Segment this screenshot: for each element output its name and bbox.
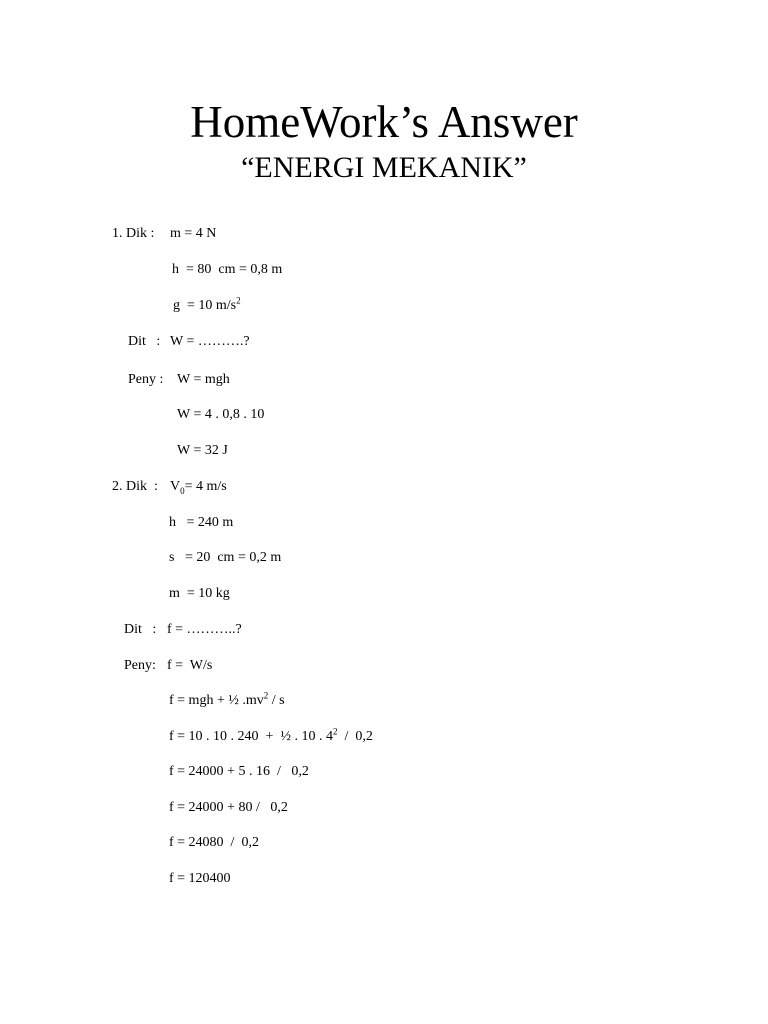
q2-solution-line-3-main: f = 10 . 10 . 240 + ½ . 10 . 4	[169, 729, 333, 744]
q2-solution-line-5: f = 24000 + 80 / 0,2	[169, 800, 288, 815]
q1-gravity	[173, 297, 241, 315]
q1-height: h = 80 cm = 0,8 m	[172, 262, 283, 277]
q2-solution-line-2-tail: / s	[268, 693, 285, 708]
q2-mass: m = 10 kg	[169, 586, 230, 601]
q2-distance: s = 20 cm = 0,2 m	[169, 550, 282, 565]
q2-v0-subscript: 0	[180, 485, 185, 496]
q1-dit-label: Dit :	[128, 334, 161, 349]
q2-dik-label: 2. Dik :	[112, 479, 158, 494]
q1-dik-label: 1. Dik :	[112, 226, 155, 241]
q1-gravity-main: g = 10 m/s	[173, 298, 237, 313]
q2-solution-line-1: f = W/s	[167, 658, 213, 673]
q1-mass: m = 4 N	[170, 226, 217, 241]
q2-solution-line-2-main: f = mgh + ½ .mv	[169, 693, 264, 708]
q2-peny-label: Peny:	[124, 658, 156, 673]
q2-solution-line-2-exponent: 2	[263, 690, 269, 701]
q2-solution-line-3-tail: / 0,2	[337, 729, 373, 744]
q2-solution-line-6: f = 24080 / 0,2	[169, 835, 259, 850]
q1-gravity-exponent: 2	[236, 295, 241, 306]
q2-solution-line-2	[169, 692, 285, 710]
q2-dit-label: Dit :	[124, 622, 157, 637]
q2-solution-line-7: f = 120400	[169, 871, 231, 886]
document-title: HomeWork’s Answer	[190, 97, 578, 147]
q1-peny-label: Peny :	[128, 372, 164, 387]
q1-solution-line-3: W = 32 J	[177, 443, 228, 458]
q2-dit-value: f = ………..?	[167, 622, 242, 637]
q2-v0-value: = 4 m/s	[184, 479, 227, 494]
q1-dit-value: W = ……….?	[170, 334, 250, 349]
q2-solution-line-3-exponent: 2	[332, 726, 338, 737]
q2-solution-line-4: f = 24000 + 5 . 16 / 0,2	[169, 764, 309, 779]
q2-height: h = 240 m	[169, 515, 234, 530]
document-subtitle: “ENERGI MEKANIK”	[241, 151, 527, 184]
q1-solution-line-2: W = 4 . 0,8 . 10	[177, 407, 265, 422]
q2-initial-velocity	[170, 478, 227, 496]
q2-solution-line-3	[169, 728, 373, 746]
q2-v0-symbol: V	[170, 479, 181, 494]
q1-solution-line-1: W = mgh	[177, 372, 230, 387]
